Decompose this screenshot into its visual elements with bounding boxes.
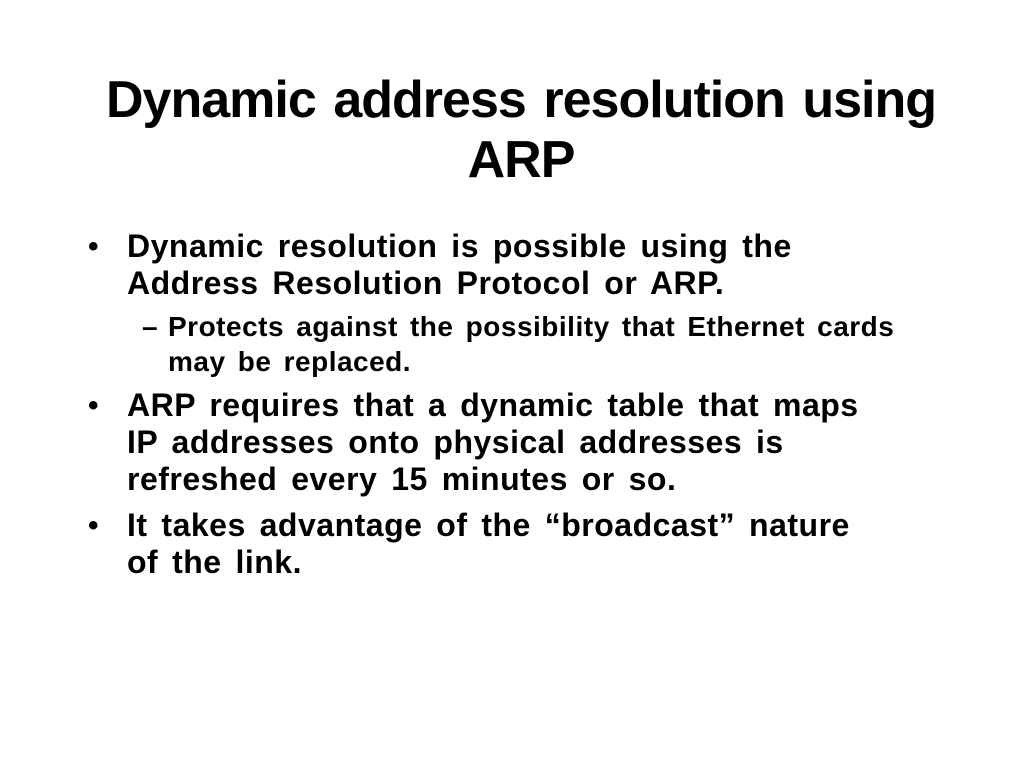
bullet-item <box>88 228 988 302</box>
bullet-list <box>88 228 988 581</box>
bullet-marker: • <box>88 230 99 263</box>
bullet-line: may be replaced. <box>168 346 412 377</box>
bullet-line: IP addresses onto physical addresses is <box>127 424 784 460</box>
dash-marker: – <box>142 311 158 342</box>
title-line: Dynamic address resolution using <box>105 71 937 129</box>
bullet-text <box>127 228 988 302</box>
bullet-line: refreshed every 15 minutes or so. <box>127 461 677 497</box>
bullet-line: It takes advantage of the “broadcast” nature <box>127 507 850 543</box>
bullet-line: Dynamic resolution is possible using the <box>127 228 792 264</box>
bullet-line: ARP requires that a dynamic table that maps <box>127 387 859 423</box>
bullet-line: of the link. <box>127 544 302 580</box>
bullet-marker: • <box>88 389 99 422</box>
slide-title <box>18 70 1024 190</box>
bullet-item <box>88 507 988 581</box>
bullet-line: Protects against the possibility that Ethernet cards <box>168 311 895 342</box>
bullet-item <box>88 387 988 498</box>
title-line: ARP <box>467 131 575 189</box>
bullet-text <box>127 507 988 581</box>
sub-bullet-item <box>88 309 988 379</box>
bullet-line: Address Resolution Protocol or ARP. <box>127 265 725 301</box>
bullet-text <box>168 309 988 379</box>
bullet-marker: • <box>88 509 99 542</box>
bullet-text <box>127 387 988 498</box>
